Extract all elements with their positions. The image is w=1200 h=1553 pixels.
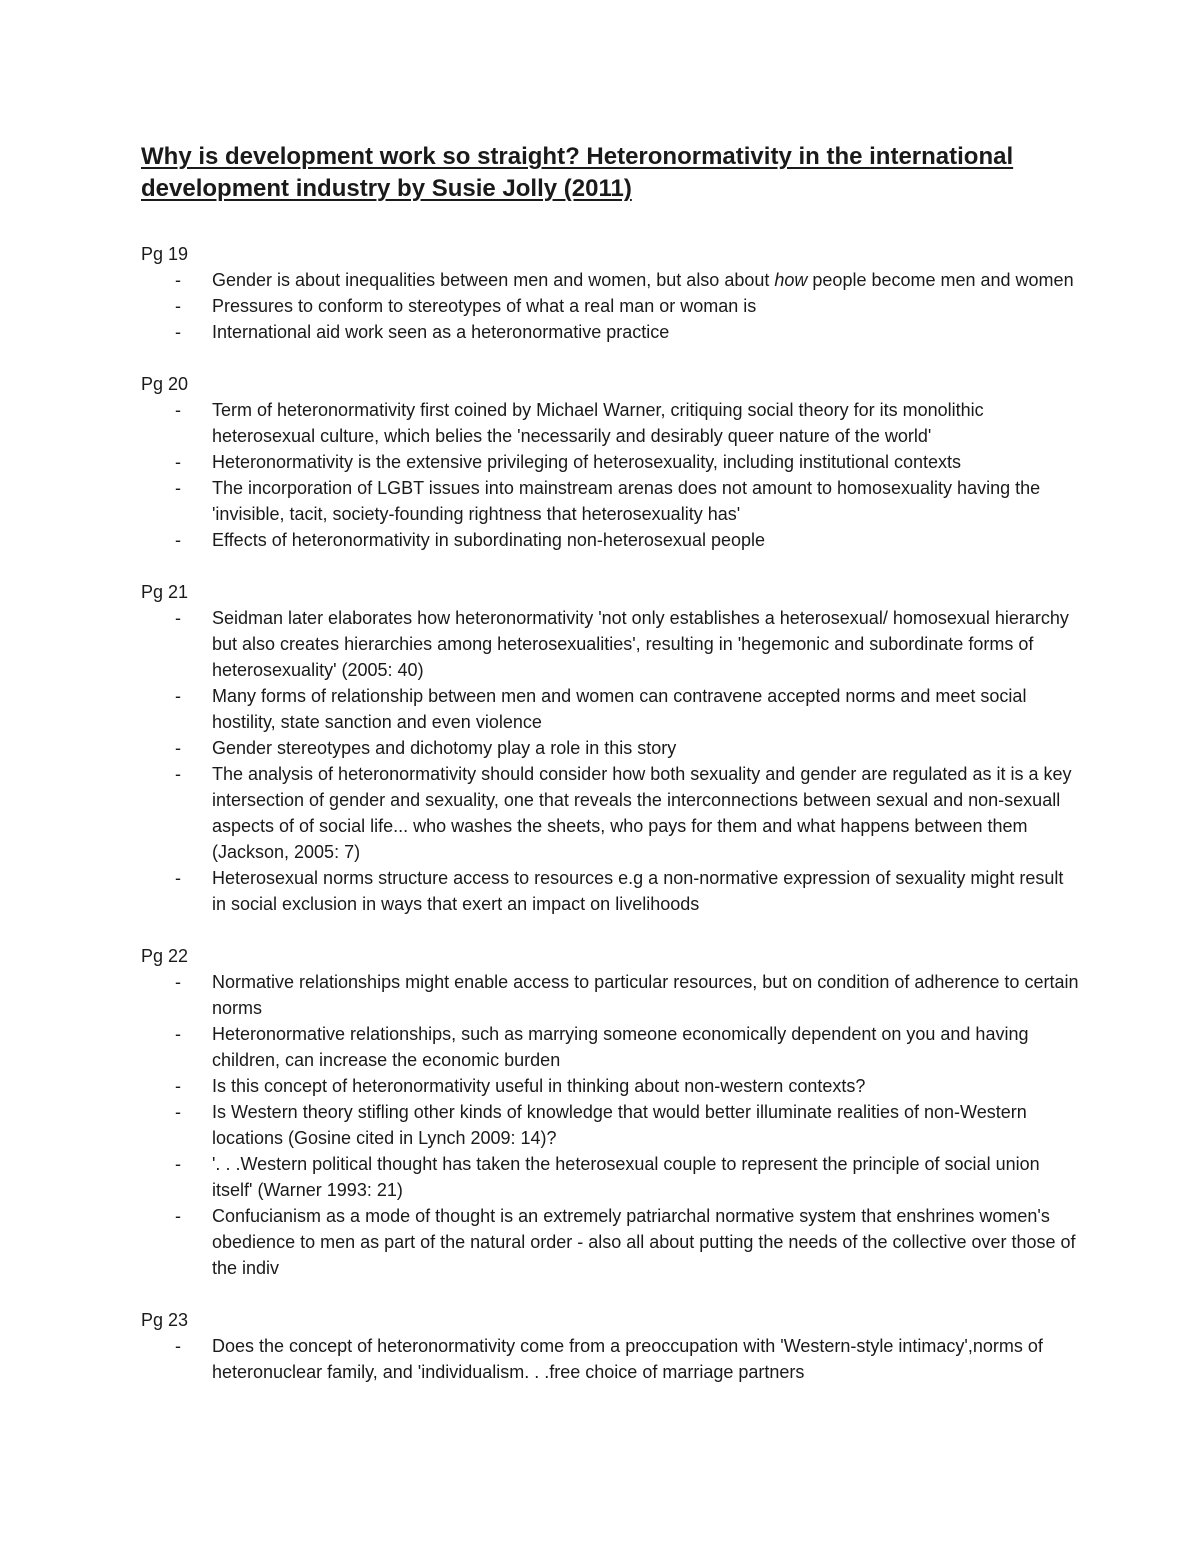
note-text-continued: people become men and women	[807, 270, 1074, 290]
note-text: Seidman later elaborates how heteronormativity 'not only establishes a heterosexual/ homosexual hierarchy but also creates hierarchies among heterosexualities', resulting in 'hegemonic and subordinate forms of heterosexuality' (2005: 40)	[212, 608, 1069, 680]
bullet-dash: -	[175, 400, 181, 420]
note-item	[141, 475, 1081, 527]
page-section	[141, 1307, 1081, 1385]
page-number-label: Pg 22	[141, 946, 189, 966]
bullet-dash: -	[175, 764, 181, 784]
note-text-italic: how	[774, 270, 808, 290]
page-section	[141, 371, 1081, 553]
note-item	[141, 293, 1081, 319]
note-list	[141, 397, 1081, 553]
note-text: Gender is about inequalities between men and women, but also about	[212, 270, 775, 290]
bullet-dash: -	[175, 1102, 181, 1122]
note-text: Many forms of relationship between men and women can contravene accepted norms and meet social hostility, state sanction and even violence	[212, 686, 1027, 732]
note-item	[141, 449, 1081, 475]
note-text: The analysis of heteronormativity should consider how both sexuality and gender are regulated as it is a key intersection of gender and sexuality, one that reveals the interconnections between sexual and non-sexuall aspects of of social life... who washes the sheets, who pays for them and what happens between them (Jackson, 2005: 7)	[212, 764, 1072, 862]
note-item	[141, 1099, 1081, 1151]
note-list	[141, 267, 1081, 345]
note-text: Pressures to conform to stereotypes of what a real man or woman is	[212, 296, 757, 316]
note-item	[141, 397, 1081, 449]
bullet-dash: -	[175, 296, 181, 316]
page-number-label: Pg 20	[141, 374, 189, 394]
note-item	[141, 683, 1081, 735]
page-number-label: Pg 21	[141, 582, 189, 602]
bullet-dash: -	[175, 1076, 181, 1096]
note-item	[141, 969, 1081, 1021]
note-item	[141, 527, 1081, 553]
note-item	[141, 1203, 1081, 1281]
bullet-dash: -	[175, 868, 181, 888]
bullet-dash: -	[175, 608, 181, 628]
note-item	[141, 267, 1081, 293]
note-text: Heteronormativity is the extensive privileging of heterosexuality, including institutional contexts	[212, 452, 962, 472]
note-text: Normative relationships might enable access to particular resources, but on condition of adherence to certain norms	[212, 972, 1079, 1018]
bullet-dash: -	[175, 322, 181, 342]
notes-content	[141, 241, 1081, 1411]
note-text: '. . .Western political thought has taken the heterosexual couple to represent the principle of social union itself' (Warner 1993: 21)	[212, 1154, 1040, 1200]
page-section	[141, 579, 1081, 917]
note-text: Is Western theory stifling other kinds of knowledge that would better illuminate realities of non-Western locations (Gosine cited in Lynch 2009: 14)?	[212, 1102, 1027, 1148]
note-item	[141, 1151, 1081, 1203]
page-number-label: Pg 23	[141, 1310, 189, 1330]
note-text: The incorporation of LGBT issues into mainstream arenas does not amount to homosexuality having the 'invisible, tacit, society-founding rightness that heterosexuality has'	[212, 478, 1041, 524]
note-text: Gender stereotypes and dichotomy play a role in this story	[212, 738, 677, 758]
bullet-dash: -	[175, 1154, 181, 1174]
bullet-dash: -	[175, 270, 181, 290]
note-item	[141, 1073, 1081, 1099]
bullet-dash: -	[175, 478, 181, 498]
page-number-label: Pg 19	[141, 244, 189, 264]
note-item	[141, 865, 1081, 917]
note-item	[141, 1021, 1081, 1073]
note-text: Does the concept of heteronormativity come from a preoccupation with 'Western-style intimacy',norms of heteronuclear family, and 'individualism. . .free choice of marriage partners	[212, 1336, 1043, 1382]
note-item	[141, 735, 1081, 761]
page-section	[141, 943, 1081, 1281]
bullet-dash: -	[175, 738, 181, 758]
note-item	[141, 319, 1081, 345]
note-item	[141, 605, 1081, 683]
note-text: Confucianism as a mode of thought is an extremely patriarchal normative system that enshrines women's obedience to men as part of the natural order - also all about putting the needs of the collective over those of the indiv	[212, 1206, 1076, 1278]
bullet-dash: -	[175, 1206, 181, 1226]
note-text: Heteronormative relationships, such as marrying someone economically dependent on you and having children, can increase the economic burden	[212, 1024, 1029, 1070]
page-section	[141, 241, 1081, 345]
note-text: Term of heteronormativity first coined by Michael Warner, critiquing social theory for its monolithic heterosexual culture, which belies the 'necessarily and desirably queer nature of the world'	[212, 400, 984, 446]
document-title: Why is development work so straight? Heteronormativity in the international development industry by Susie Jolly (2011)	[141, 143, 1014, 202]
note-list	[141, 1333, 1081, 1385]
bullet-dash: -	[175, 972, 181, 992]
note-text: Effects of heteronormativity in subordinating non-heterosexual people	[212, 530, 766, 550]
bullet-dash: -	[175, 1336, 181, 1356]
note-text: Heterosexual norms structure access to resources e.g a non-normative expression of sexuality might result in social exclusion in ways that exert an impact on livelihoods	[212, 868, 1064, 914]
note-item	[141, 761, 1081, 865]
bullet-dash: -	[175, 686, 181, 706]
note-list	[141, 969, 1081, 1281]
note-list	[141, 605, 1081, 917]
note-text: Is this concept of heteronormativity useful in thinking about non-western contexts?	[212, 1076, 866, 1096]
bullet-dash: -	[175, 452, 181, 472]
note-item	[141, 1333, 1081, 1385]
bullet-dash: -	[175, 530, 181, 550]
bullet-dash: -	[175, 1024, 181, 1044]
note-text: International aid work seen as a heteronormative practice	[212, 322, 670, 342]
